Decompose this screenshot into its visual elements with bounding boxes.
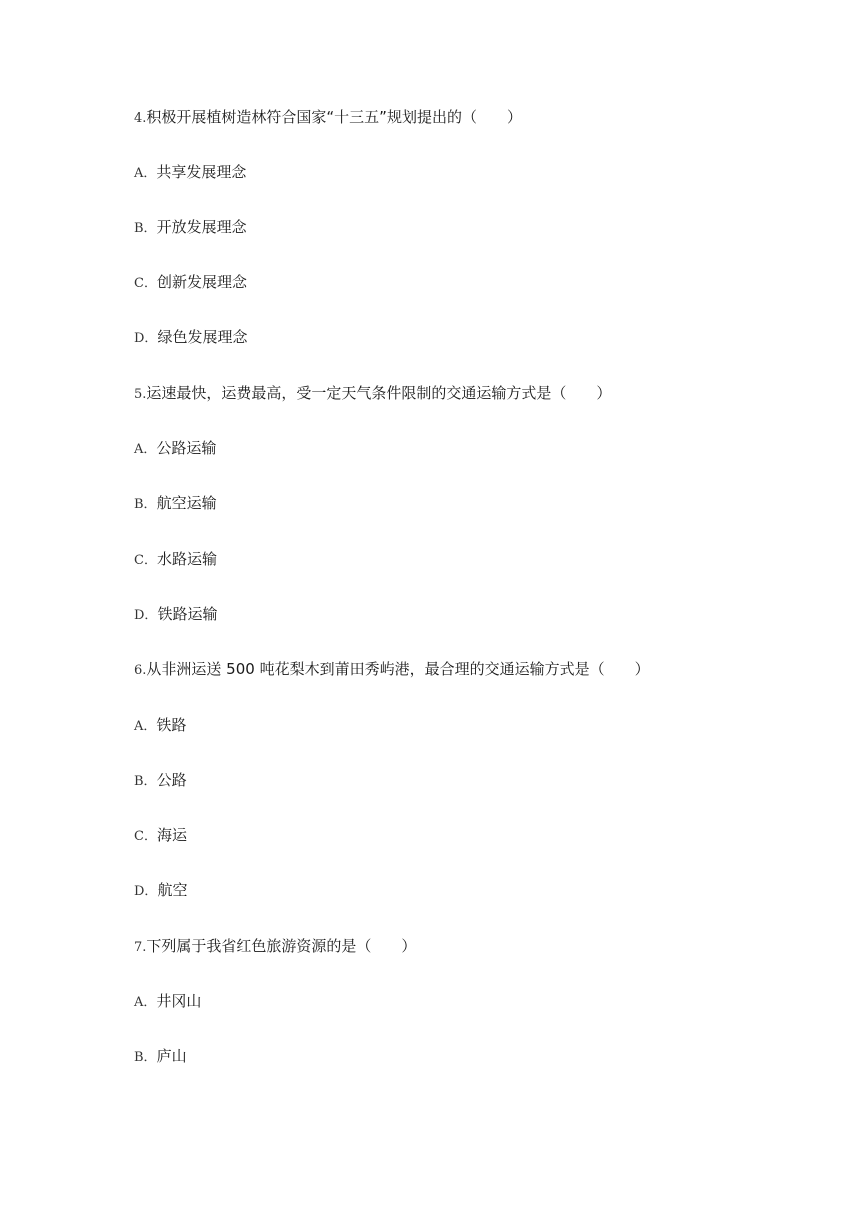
- option-letter: D．: [134, 608, 158, 623]
- question-text: 从非洲运送 500 吨花梨木到莆田秀屿港，最合理的交通运输方式是（ ）: [146, 660, 650, 678]
- option-letter: C．: [134, 829, 157, 844]
- question-4-option-b: [134, 216, 247, 238]
- option-letter: D．: [134, 331, 158, 346]
- option-text: 公路: [156, 771, 187, 789]
- option-letter: A．: [134, 719, 157, 734]
- option-text: 水路运输: [156, 550, 217, 568]
- question-7-stem: [134, 935, 416, 957]
- option-letter: A．: [134, 442, 157, 457]
- option-text: 绿色发展理念: [157, 328, 248, 346]
- question-text: 下列属于我省红色旅游资源的是（ ）: [146, 937, 417, 955]
- option-letter: B．: [134, 221, 157, 236]
- question-6-stem: [134, 658, 650, 680]
- question-4-option-a: [134, 161, 246, 183]
- option-text: 海运: [156, 826, 187, 844]
- question-5-option-b: [134, 492, 217, 514]
- option-text: 开放发展理念: [156, 218, 247, 236]
- question-4-option-d: [134, 326, 247, 348]
- question-4-stem: [134, 106, 522, 128]
- question-5-option-a: [134, 437, 216, 459]
- question-text: 积极开展植树造林符合国家“十三五”规划提出的（ ）: [146, 108, 522, 126]
- option-letter: C．: [134, 276, 157, 291]
- option-text: 井冈山: [156, 992, 202, 1010]
- option-letter: A．: [134, 166, 157, 181]
- option-text: 庐山: [156, 1047, 187, 1065]
- question-5-stem: [134, 382, 611, 404]
- question-4-option-c: [134, 271, 247, 293]
- question-7-option-b: [134, 1045, 187, 1067]
- question-number: 5.: [134, 387, 147, 402]
- question-6-option-c: [134, 824, 187, 846]
- question-6-option-d: [134, 879, 187, 901]
- option-text: 航空运输: [156, 494, 217, 512]
- question-5-option-c: [134, 548, 217, 570]
- question-6-option-a: [134, 714, 186, 736]
- option-text: 创新发展理念: [156, 273, 247, 291]
- question-7-option-a: [134, 990, 201, 1012]
- question-6-option-b: [134, 769, 187, 791]
- question-5-option-d: [134, 603, 217, 625]
- option-text: 公路运输: [156, 439, 217, 457]
- option-letter: B．: [134, 1050, 157, 1065]
- option-letter: D．: [134, 884, 158, 899]
- question-number: 6.: [134, 663, 147, 678]
- option-text: 共享发展理念: [156, 163, 247, 181]
- option-letter: C．: [134, 553, 157, 568]
- option-text: 铁路运输: [157, 605, 218, 623]
- option-text: 航空: [157, 881, 188, 899]
- question-number: 7.: [134, 940, 147, 955]
- option-text: 铁路: [156, 716, 187, 734]
- option-letter: B．: [134, 774, 157, 789]
- option-letter: B．: [134, 497, 157, 512]
- option-letter: A．: [134, 995, 157, 1010]
- question-text: 运速最快，运费最高，受一定天气条件限制的交通运输方式是（ ）: [146, 384, 612, 402]
- question-number: 4.: [134, 111, 147, 126]
